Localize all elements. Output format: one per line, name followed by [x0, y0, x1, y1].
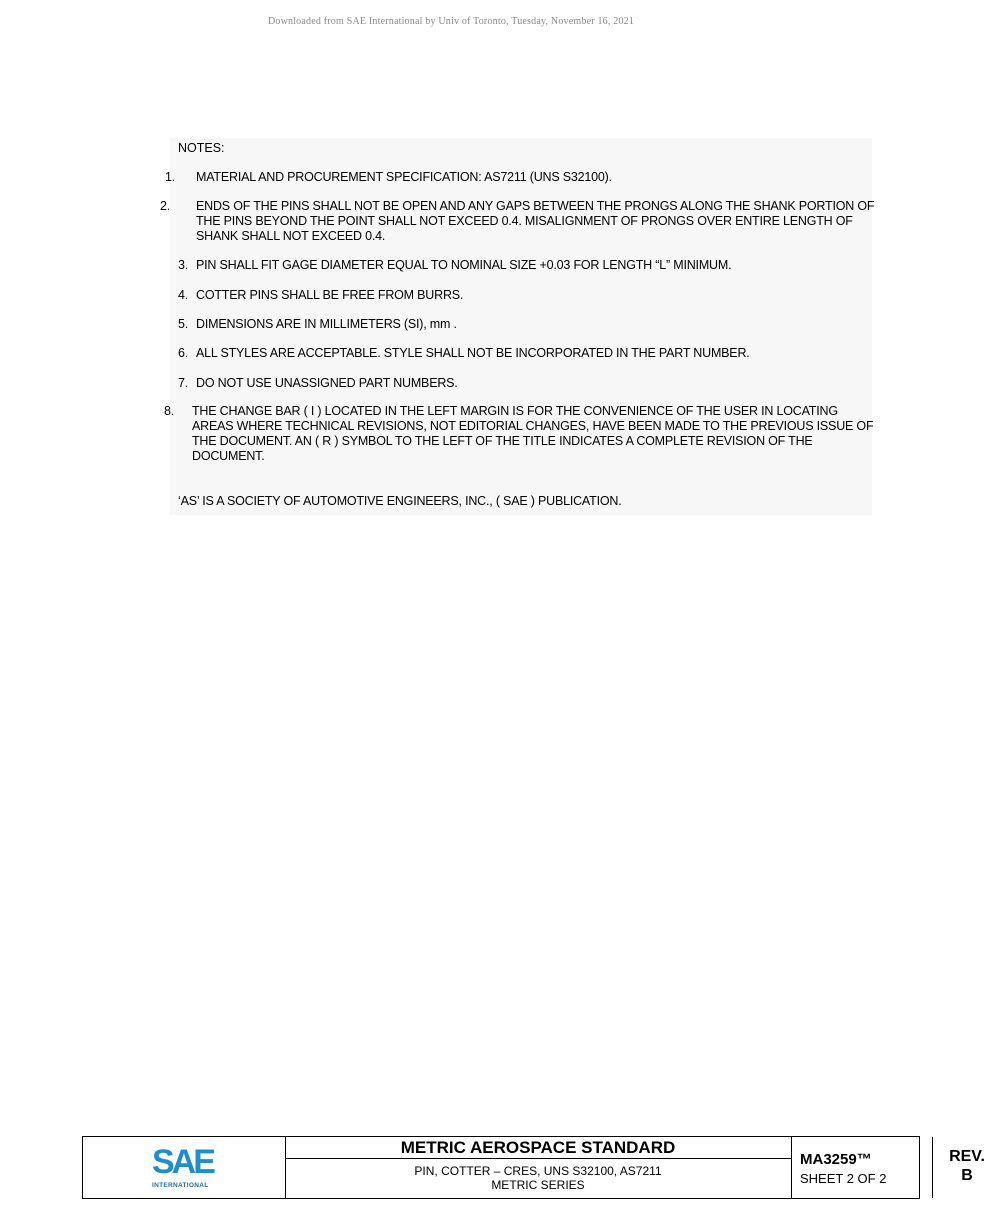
note-number: 6.: [178, 346, 189, 360]
note-number: 5.: [178, 317, 189, 331]
publication-note: ‘AS’ IS A SOCIETY OF AUTOMOTIVE ENGINEERS, INC., ( SAE ) PUBLICATION.: [178, 494, 622, 508]
part-description: [285, 1164, 791, 1192]
note-text: THE CHANGE BAR ( I ) LOCATED IN THE LEFT MARGIN IS FOR THE CONVENIENCE OF THE USER IN LOCATING AREAS WHERE TECHNICAL REVISIONS, NOT EDITORIAL CHANGES, HAVE BEEN MADE TO THE PREVIOUS ISSUE OF THE DOCUMENT. AN ( R ) SYMBOL TO THE LEFT OF THE TITLE INDICATES A COMPLETE REVISION OF THE DOCUMENT.: [192, 404, 874, 463]
part-line-1: PIN, COTTER – CRES, UNS S32100, AS7211: [414, 1164, 662, 1178]
sae-logo: [152, 1145, 222, 1191]
note-number: 2.: [160, 199, 171, 213]
logo-cell: [83, 1137, 286, 1198]
note-text: ENDS OF THE PINS SHALL NOT BE OPEN AND ANY GAPS BETWEEN THE PRONGS ALONG THE SHANK PORTION OF THE PINS BEYOND THE POINT SHALL NOT EXCEED 0.4. MISALIGNMENT OF PRONGS OVER ENTIRE LENGTH OF SHANK SHALL NOT EXCEED 0.4.: [196, 199, 875, 243]
note-1: [165, 170, 881, 185]
title-block: [82, 1136, 985, 1199]
sheet-number: SHEET 2 OF 2: [800, 1171, 887, 1186]
note-2: [160, 199, 886, 244]
part-line-2: METRIC SERIES: [491, 1178, 585, 1192]
revision-cell: [932, 1137, 1002, 1198]
note-number: 3.: [178, 258, 189, 272]
note-text: COTTER PINS SHALL BE FREE FROM BURRS.: [196, 288, 464, 302]
revision-value: B: [961, 1167, 973, 1184]
logo-subtitle: INTERNATIONAL: [152, 1182, 209, 1189]
note-text: MATERIAL AND PROCUREMENT SPECIFICATION: AS7211 (UNS S32100).: [196, 170, 612, 184]
notes-block: [160, 138, 875, 515]
note-number: 4.: [178, 288, 189, 302]
note-number: 8.: [164, 404, 175, 418]
title-cell: [285, 1137, 792, 1198]
notes-title: NOTES:: [178, 141, 225, 155]
logo-letters: SAE: [152, 1143, 213, 1181]
standard-title: METRIC AEROSPACE STANDARD: [285, 1137, 791, 1159]
note-6: [178, 346, 868, 361]
note-text: DIMENSIONS ARE IN MILLIMETERS (SI), mm .: [196, 317, 457, 331]
note-8: [164, 404, 878, 464]
note-3: [178, 258, 868, 273]
note-number: 1.: [165, 170, 176, 184]
revision-label: REV.: [949, 1148, 985, 1165]
revision: [932, 1147, 1002, 1185]
note-number: 7.: [178, 376, 189, 390]
note-5: [178, 317, 868, 332]
note-text: ALL STYLES ARE ACCEPTABLE. STYLE SHALL NOT BE INCORPORATED IN THE PART NUMBER.: [196, 346, 750, 360]
document-number: MA3259™: [800, 1151, 872, 1168]
note-4: [178, 288, 868, 303]
note-7: [178, 376, 868, 391]
download-banner: Downloaded from SAE International by Univ of Toronto, Tuesday, November 16, 2021: [267, 16, 635, 27]
document-cell: [791, 1137, 933, 1198]
note-text: DO NOT USE UNASSIGNED PART NUMBERS.: [196, 376, 458, 390]
note-text: PIN SHALL FIT GAGE DIAMETER EQUAL TO NOMINAL SIZE +0.03 FOR LENGTH “L” MINIMUM.: [196, 258, 732, 272]
